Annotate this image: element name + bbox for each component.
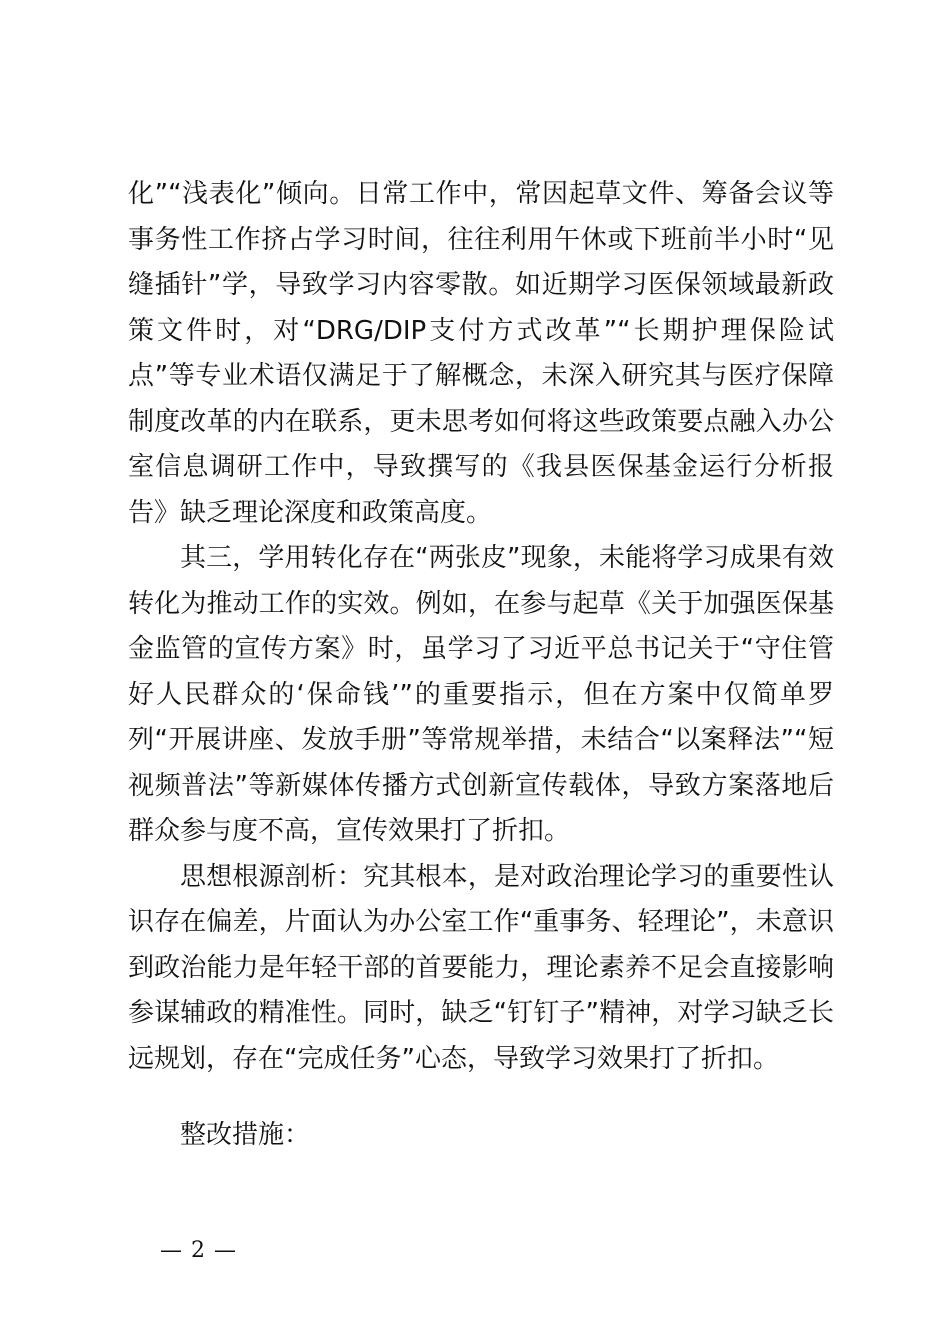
paragraph-point-three: 其三，学用转化存在“两张皮”现象，未能将学习成果有效转化为推动工作的实效。例如，在参与起草《关于加强医保基金监管的宣传方案》时，虽学习了习近平总书记关于“守住管好人民群众的‘保命钱’”的重要指示，但在方案中仅简单罗列“开展讲座、发放手册”等常规举措，未结合“以案释法”“短视频普法”等新媒体传播方式创新宣传载体，导致方案落地后群众参与度不高，宣传效果打了折扣。 (128, 543, 834, 846)
paragraph-continuation: 化”“浅表化”倾向。日常工作中，常因起草文件、筹备会议等事务性工作挤占学习时间，往往利用午休或下班前半小时“见缝插针”学，导致学习内容零散。如近期学习医保领域最新政策文件时，对“DRG/DIP支付方式改革”“长期护理保险试点”等专业术语仅满足于了解概念，未深入研究其与医疗保障制度改革的内在联系，更未思考如何将这些政策要点融入办公室信息调研工作中，导致撰写的《我县医保基金运行分析报告》缺乏理论深度和政策高度。 (128, 179, 834, 528)
page-number: — 2 — (160, 1238, 237, 1263)
paragraph-root-cause: 思想根源剖析：究其根本，是对政治理论学习的重要性认识存在偏差，片面认为办公室工作“重事务、轻理论”，未意识到政治能力是年轻干部的首要能力，理论素养不足会直接影响参谋辅政的精准性。同时，缺乏“钉钉子”精神，对学习缺乏长远规划，存在“完成任务”心态，导致学习效果打了折扣。 (128, 861, 834, 1074)
body-text (128, 172, 834, 1082)
section-heading-rectification: 整改措施： (180, 1120, 311, 1150)
